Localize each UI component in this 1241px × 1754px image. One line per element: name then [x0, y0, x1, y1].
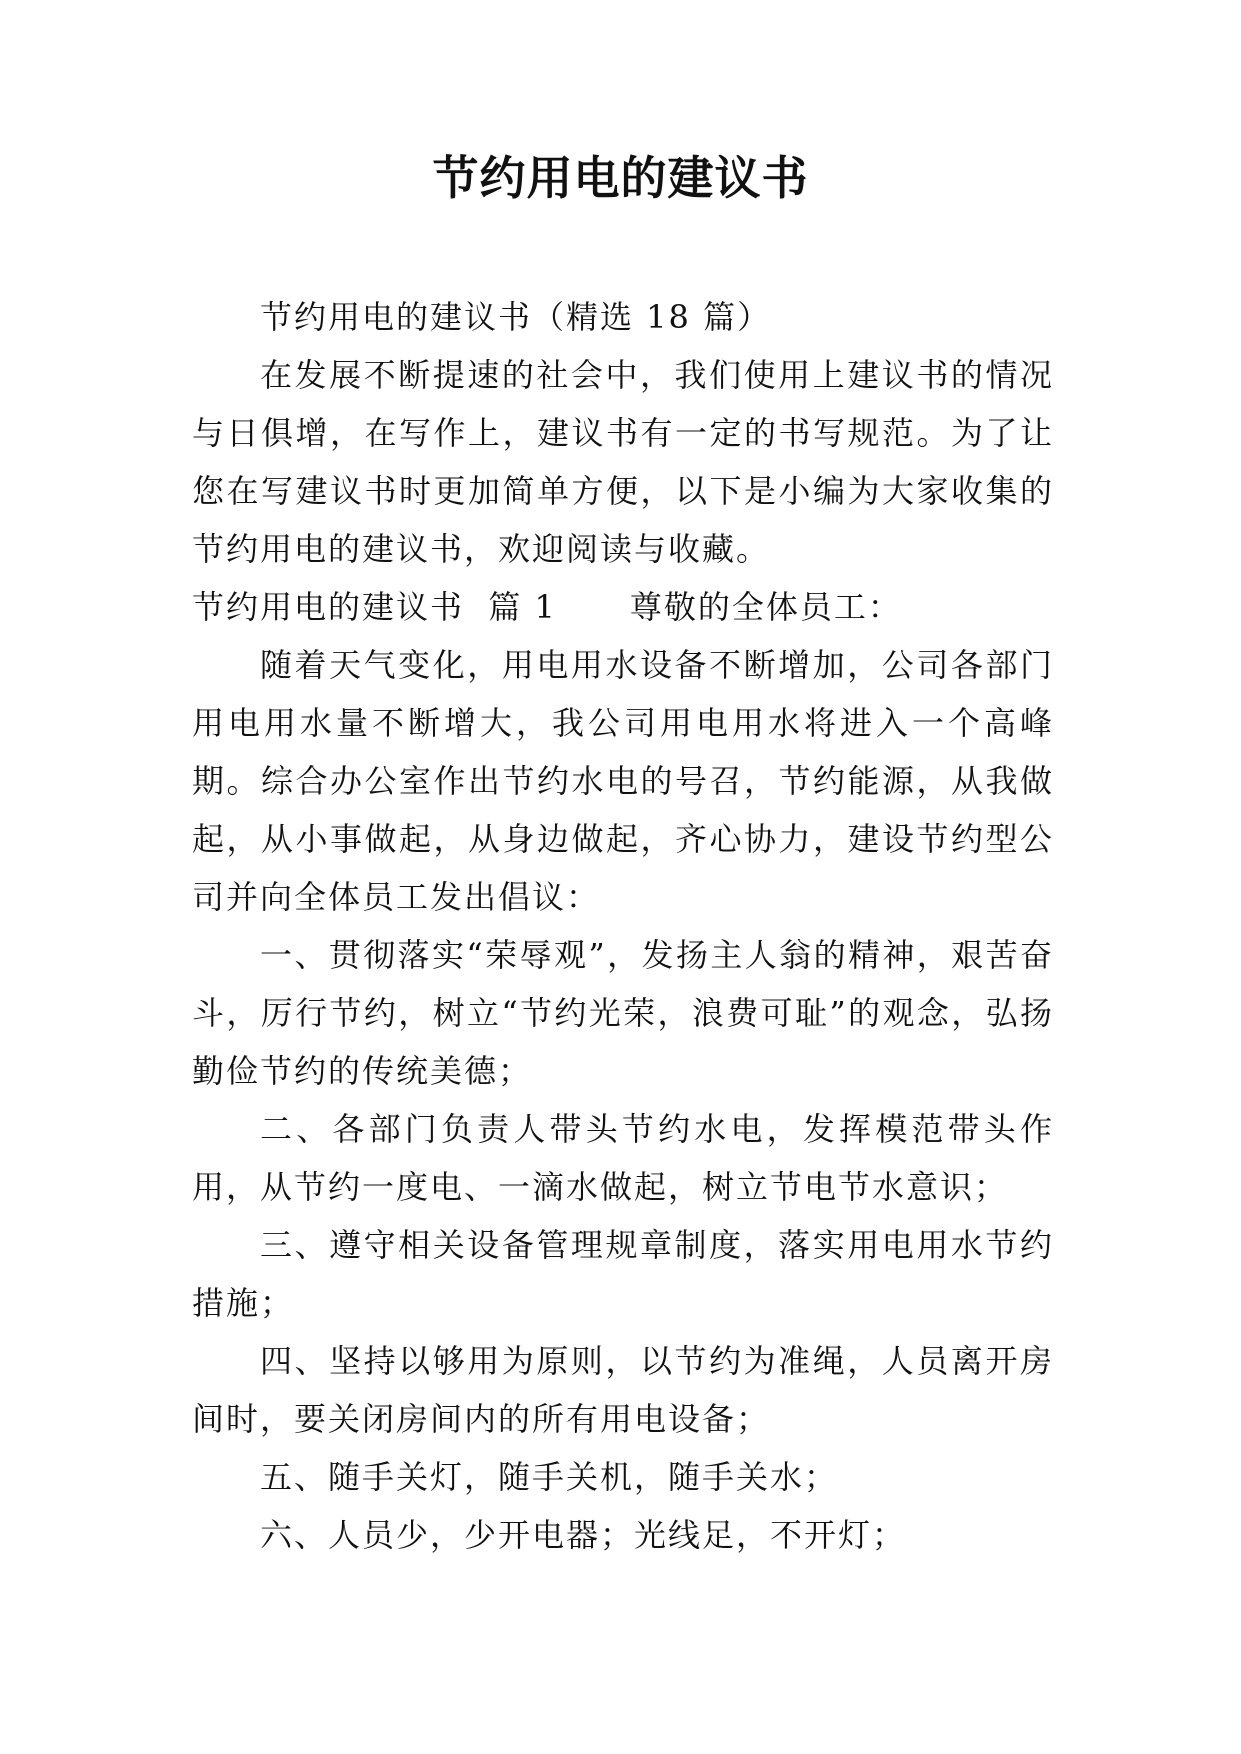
body-paragraph-4: 三、遵守相关设备管理规章制度，落实用电用水节约措施；: [192, 1226, 1054, 1322]
section-heading: 节约用电的建议书 篇 1 尊敬的全体员工：: [192, 588, 902, 626]
body-paragraph-2: 一、贯彻落实“荣辱观”，发扬主人翁的精神，艰苦奋斗，厉行节约，树立“节约光荣，浪费可耻”的观念，弘扬勤俭节约的传统美德；: [192, 936, 1054, 1090]
body-paragraph-7: 六、人员少，少开电器；光线足，不开灯；: [260, 1516, 907, 1554]
body-paragraph-1: 随着天气变化，用电用水设备不断增加，公司各部门用电用水量不断增大，我公司用电用水将进入一个高峰期。综合办公室作出节约水电的号召，节约能源，从我做起，从小事做起，从身边做起，齐心协力，建设节约型公司并向全体员工发出倡议：: [192, 646, 1054, 916]
body-paragraph-6: 五、随手关灯，随手关机，随手关水；: [260, 1458, 839, 1496]
document-body: [192, 288, 1054, 1564]
body-paragraph-5: 四、坚持以够用为原则，以节约为准绳，人员离开房间时，要关闭房间内的所有用电设备；: [192, 1342, 1054, 1438]
intro-paragraph: 在发展不断提速的社会中，我们使用上建议书的情况与日俱增，在写作上，建议书有一定的书写规范。为了让您在写建议书时更加简单方便，以下是小编为大家收集的节约用电的建议书，欢迎阅读与收藏。: [192, 356, 1054, 568]
body-paragraph-3: 二、各部门负责人带头节约水电，发挥模范带头作用，从节约一度电、一滴水做起，树立节电节水意识；: [192, 1110, 1054, 1206]
document-subtitle: 节约用电的建议书（精选 18 篇）: [260, 298, 772, 336]
document-title: 节约用电的建议书: [432, 151, 809, 205]
